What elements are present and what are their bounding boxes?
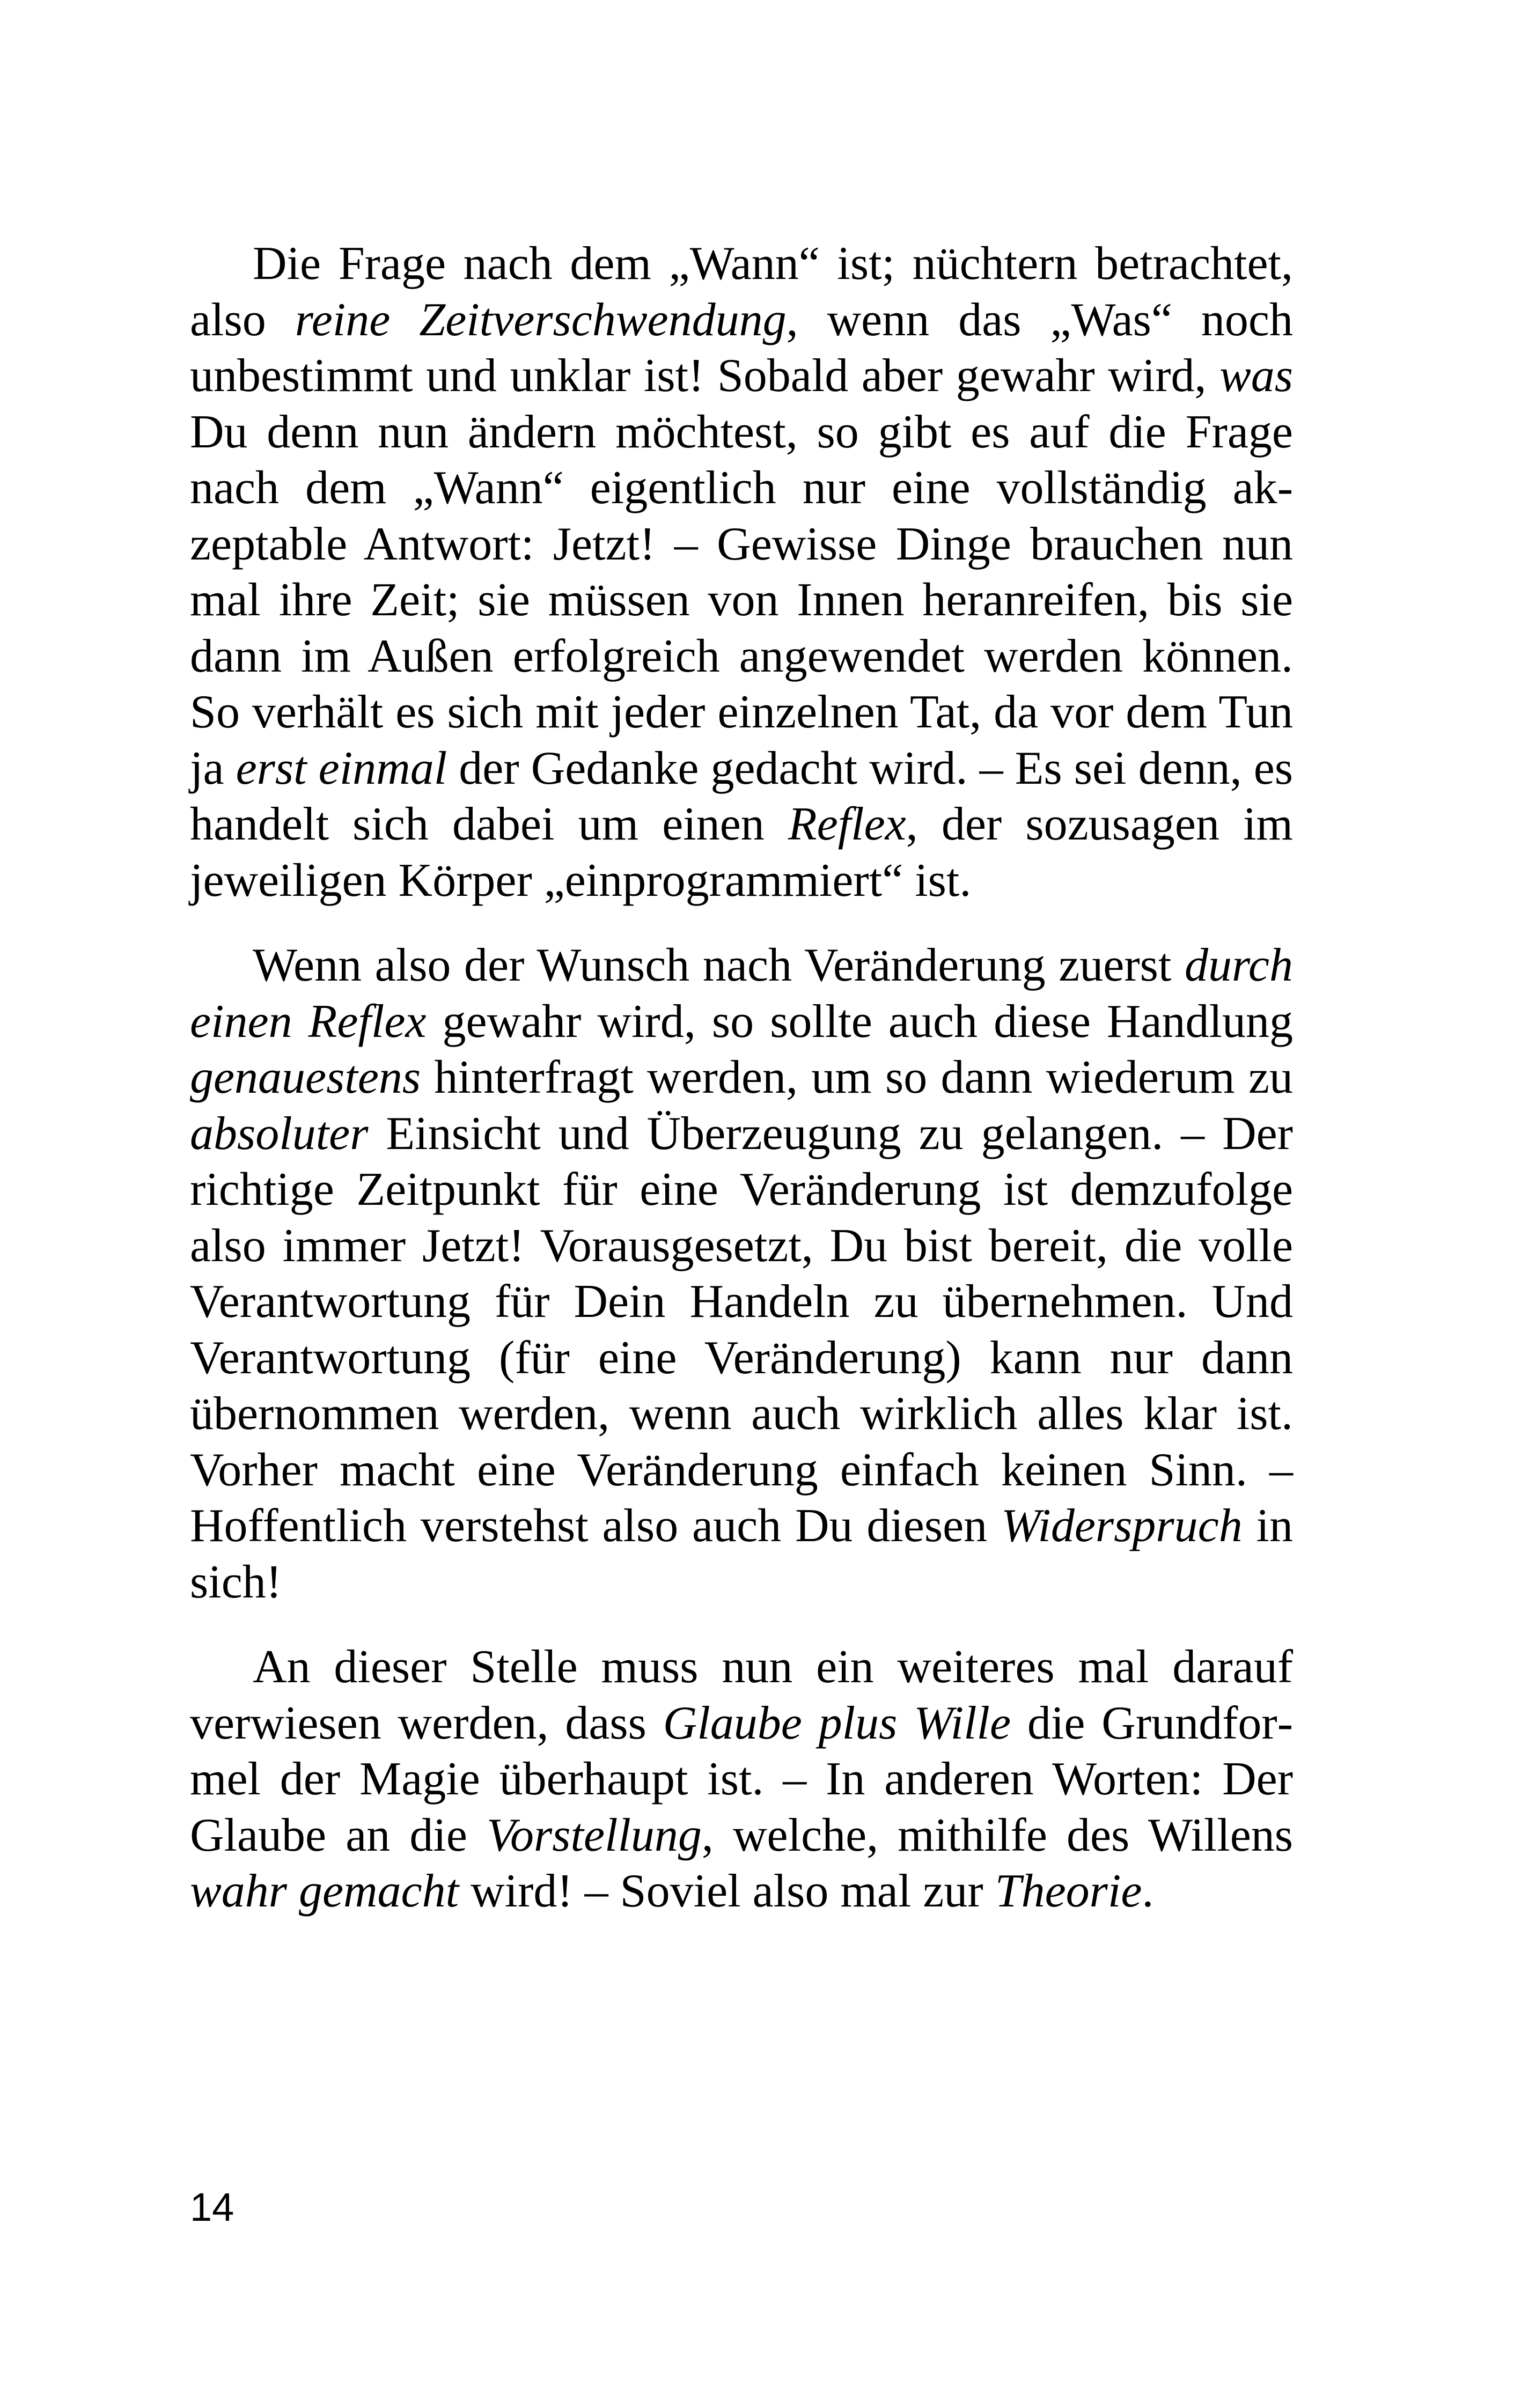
text-segment: die Grundformel der Magie überhaupt ist. – In anderen Worten: Der Glaube an die <box>190 1697 1294 1861</box>
body-text <box>190 236 1293 1920</box>
page-number: 14 <box>190 2185 234 2229</box>
italic-text-segment: absoluter <box>190 1107 369 1160</box>
text-segment: hinterfragt werden, um so dann wiederum zu <box>421 1051 1293 1103</box>
text-segment: Einsicht und Überzeugung zu gelangen. – Der richtige Zeitpunkt für eine Veränderung ist demzufolge also immer Jetzt! Vorausgesetzt, Du bist bereit, die volle Verantwortung für Dein Handeln zu übernehmen. Und Verantwortung (für eine Veränderung) kann nur dann übernommen werden, wenn auch wirklich alles klar ist. Vorher macht eine Veränderung einfach keinen Sinn. – Hoffentlich verstehst also auch Du diesen <box>190 1107 1293 1552</box>
text-segment: Du denn nun ändern möchtest, so gibt es auf die Frage nach dem „Wann“ eigentlich nur eine vollständig akzeptable Antwort: Jetzt! – Gewisse Dinge brauchen nun mal ihre Zeit; sie müssen von Innen heranreifen, bis sie dann im Außen erfolgreich angewendet werden können. So verhält es sich mit jeder einzelnen Tat, da vor dem Tun ja <box>190 406 1293 794</box>
italic-text-segment: Reflex <box>788 798 906 850</box>
text-segment: gewahr wird, so sollte auch diese Handlung <box>426 995 1293 1048</box>
italic-text-segment: durch einen Reflex <box>190 939 1293 1048</box>
text-segment: , welche, mithilfe des Willens <box>701 1809 1294 1861</box>
italic-text-segment: Widerspruch <box>1001 1500 1243 1552</box>
italic-text-segment: erst einmal <box>236 742 447 794</box>
paragraph <box>190 236 1293 909</box>
text-segment: . <box>1142 1865 1154 1917</box>
text-segment: , wenn das „Was“ noch unbestimmt und unklar ist! Sobald aber gewahr wird, <box>190 293 1293 402</box>
italic-text-segment: was <box>1219 350 1293 402</box>
paragraph <box>190 938 1293 1610</box>
italic-text-segment: wahr gemacht <box>190 1865 459 1917</box>
italic-text-segment: Glaube plus Wille <box>663 1697 1011 1749</box>
italic-text-segment: genauestens <box>190 1051 421 1103</box>
italic-text-segment: Vorstellung <box>487 1809 702 1861</box>
text-segment: , der sozusagen im jeweiligen Körper „einprogrammiert“ ist. <box>190 798 1293 907</box>
paragraph <box>190 1639 1293 1920</box>
text-segment: Die Frage nach dem „Wann“ ist; nüchtern betrachtet, also <box>190 238 1293 346</box>
text-segment: der Gedanke gedacht wird. – Es sei denn, es handelt sich dabei um einen <box>190 742 1294 850</box>
italic-text-segment: Theorie <box>995 1865 1142 1917</box>
text-segment: wird! – Soviel also mal zur <box>459 1865 995 1917</box>
italic-text-segment: reine Zeitverschwendung <box>295 293 787 346</box>
text-segment: Wenn also der Wunsch nach Veränderung zuerst <box>253 939 1185 991</box>
text-segment: in sich! <box>190 1500 1293 1608</box>
text-segment: An dieser Stelle muss nun ein weiteres mal darauf verwiesen werden, dass <box>190 1641 1293 1749</box>
